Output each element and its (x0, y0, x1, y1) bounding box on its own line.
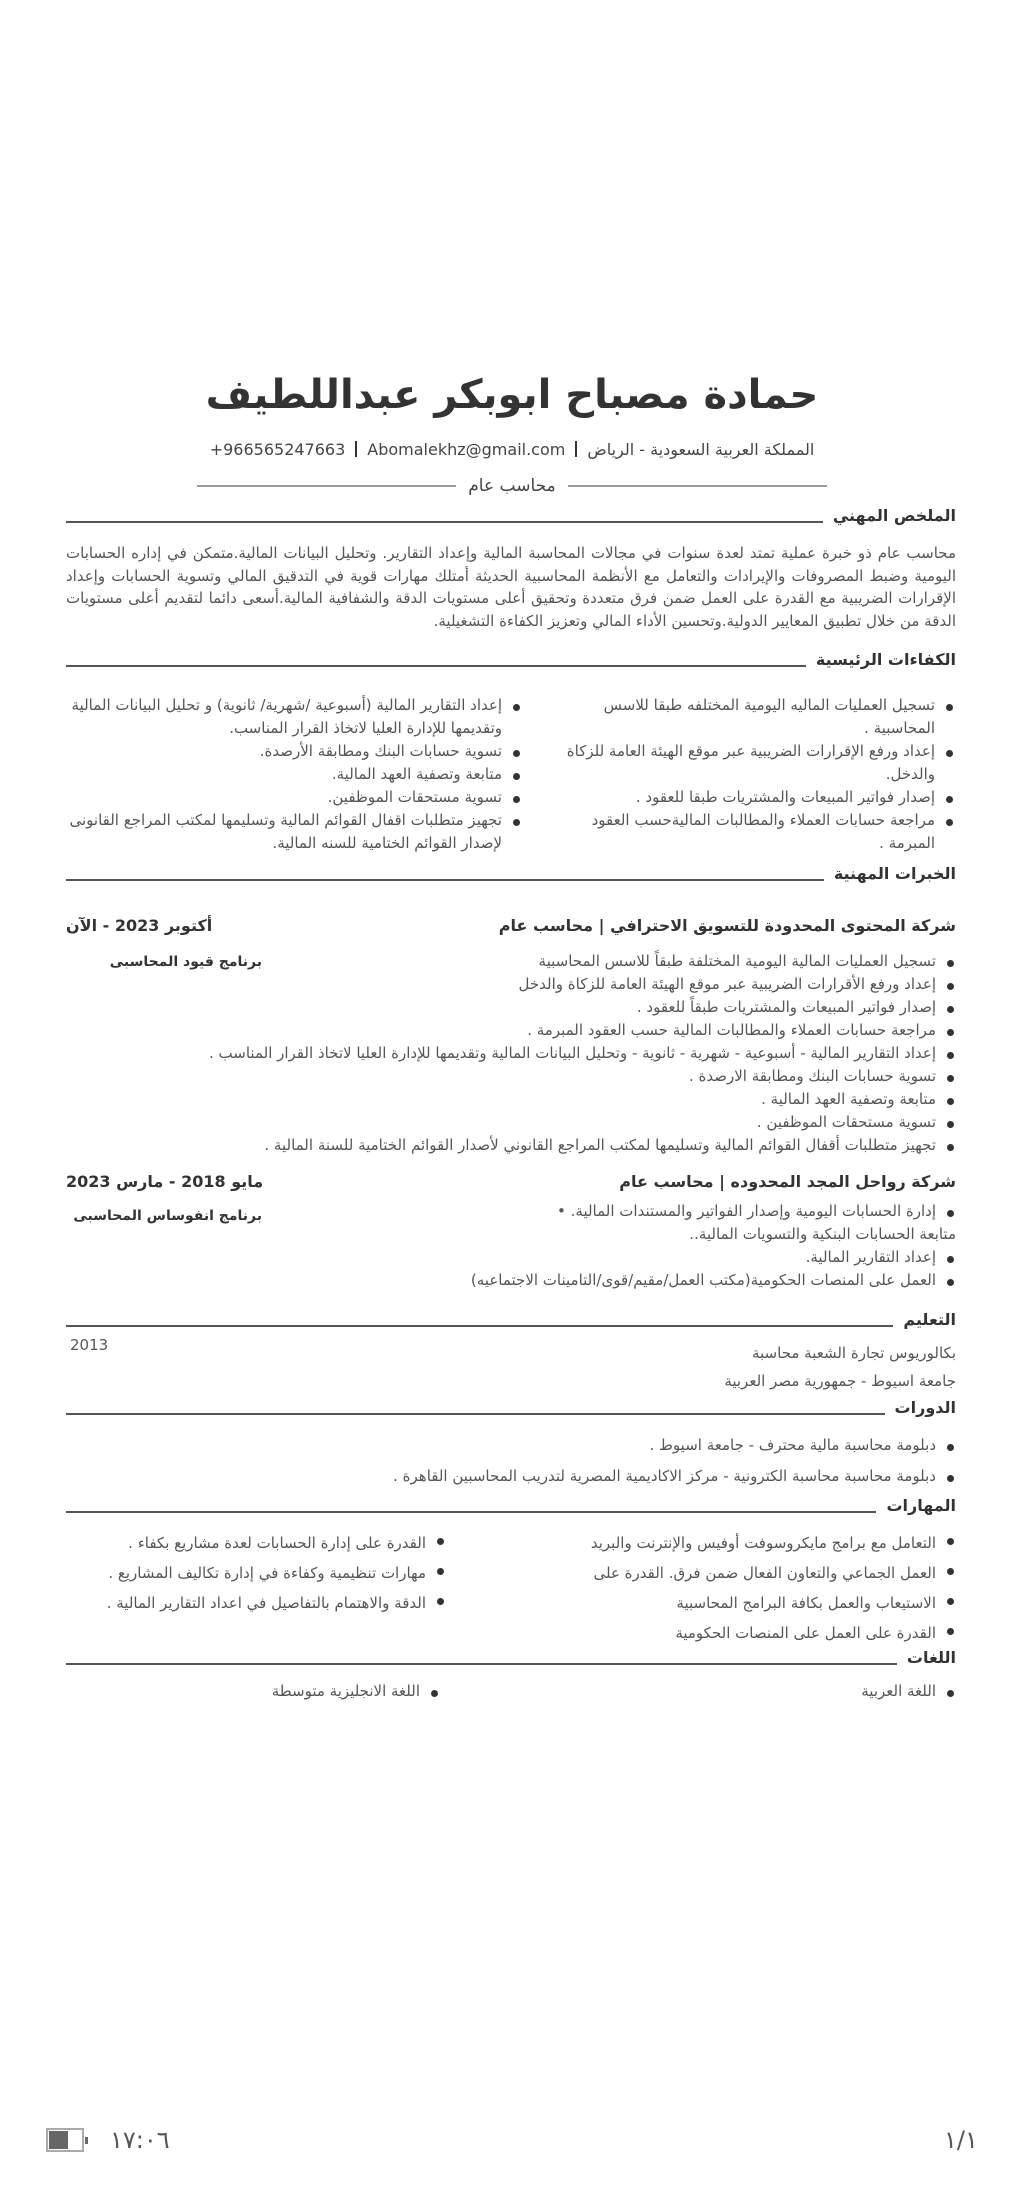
list-item: دبلومة محاسبة مالية محترف - جامعة اسيوط . (66, 1434, 956, 1457)
list-item: دبلومة محاسبة محاسبة الكترونية - مركز الاكاديمية المصرية لتدريب المحاسبين القاهرة . (66, 1465, 956, 1488)
divider (66, 1413, 885, 1415)
list-item: تسوية حسابات البنك ومطابقة الأرصدة. (56, 740, 522, 763)
list-item: مهارات تنظيمية وكفاءة في إدارة تكاليف المشاريع . (60, 1558, 446, 1588)
list-item: تجهيز متطلبات اقفال القوائم المالية وتسليمها لمكتب المراجع القانونى لإصدار القوائم الختامية للسنه المالية. (56, 809, 522, 855)
list-item: القدرة على العمل على المنصات الحكومية (480, 1618, 956, 1648)
list-item: اللغة الانجليزية متوسطة (200, 1680, 440, 1703)
job-company-title: شركة رواحل المجد المحدوده | محاسب عام (619, 1172, 956, 1191)
languages-list-right (600, 1680, 956, 1703)
job-title: محاسب عام (468, 476, 556, 496)
email-link[interactable]: Abomalekhz@gmail.com (367, 440, 566, 459)
job-bullets (66, 1200, 956, 1292)
job-company-title: شركة المحتوى المحدودة للتسويق الاحترافي | محاسب عام (498, 916, 956, 935)
list-item: القدرة على إدارة الحسابات لعدة مشاريع بكفاء . (60, 1528, 446, 1558)
phone[interactable]: +966565247663 (209, 440, 346, 459)
languages-list-left (200, 1680, 440, 1703)
list-item: اللغة العربية (600, 1680, 956, 1703)
list-item: متابعة الحسابات البنكية والتسويات المالية.. (689, 1225, 956, 1243)
divider (355, 441, 357, 457)
job-header (66, 916, 956, 935)
job-dates: مايو 2018 - مارس 2023 (66, 1172, 264, 1191)
list-item: إعداد التقارير المالية. (66, 1246, 956, 1269)
divider (66, 665, 806, 667)
list-item: الاستيعاب والعمل بكافة البرامج المحاسبية (480, 1588, 956, 1618)
skills-left-list (60, 1528, 446, 1618)
list-item: تسجيل العمليات المالية اليومية المختلفة طبقاً للاسس المحاسبية (66, 950, 956, 973)
divider (568, 485, 827, 487)
divider (66, 1325, 893, 1327)
job-header (66, 1172, 956, 1191)
list-item: تسوية مستحقات الموظفين. (56, 786, 522, 809)
competencies-right-list (560, 694, 955, 855)
battery-icon (46, 2128, 84, 2152)
section-heading: المهارات (886, 1496, 956, 1515)
list-item: العمل على المنصات الحكومية(مكتب العمل/مقيم/قوى/التامينات الاجتماعيه) (66, 1269, 956, 1292)
courses-list (66, 1434, 956, 1488)
skills-heading-row (66, 1496, 956, 1515)
list-item: مراجعة حسابات العملاء والمطالبات الماليةحسب العقود المبرمة . (560, 809, 955, 855)
list-item: إعداد ورفع الإقرارات الضريبية عبر موقع الهيئة العامة للزكاة والدخل. (560, 740, 955, 786)
section-heading: الخبرات المهنية (833, 864, 956, 883)
section-heading: التعليم (903, 1310, 956, 1329)
list-item: مراجعة حسابات العملاء والمطالبات المالية حسب العقود المبرمة . (66, 1019, 956, 1042)
list-item: تسوية مستحقات الموظفين . (66, 1111, 956, 1134)
divider (66, 1663, 897, 1665)
page-indicator: ١/١ (944, 2126, 978, 2154)
contact-line (0, 440, 1024, 459)
job-title-row (197, 476, 827, 496)
list-item: إعداد التقارير المالية (أسبوعية /شهرية/ ثانوية) و تحليل البيانات المالية وتقديمها للإدارة العليا لاتخاذ القرار المناسب. (56, 694, 522, 740)
list-item: إدارة الحسابات اليومية وإصدار الفواتير والمستندات المالية. • (66, 1200, 956, 1223)
list-item: إصدار فواتير المبيعات والمشتريات طبقا للعقود . (560, 786, 955, 809)
list-item: متابعة وتصفية العهد المالية . (66, 1088, 956, 1111)
divider (66, 1511, 876, 1513)
section-heading: الدورات (894, 1398, 956, 1417)
list-item: تجهيز متطلبات أقفال القوائم المالية وتسليمها لمكتب المراجع القانوني لأصدار القوائم الختامية للسنة المالية . (66, 1134, 956, 1157)
divider (575, 441, 577, 457)
list-item: إعداد التقارير المالية - أسبوعية - شهرية - ثانوية - وتحليل البيانات المالية وتقديمها للإدارة العليا لاتخاذ القرار المناسب . (66, 1042, 956, 1065)
courses-heading-row (66, 1398, 956, 1417)
list-item: إعداد ورفع الأقرارات الضريبية عبر موقع الهيئة العامة للزكاة والدخل (66, 973, 956, 996)
divider (66, 879, 824, 881)
education-year: 2013 (70, 1336, 109, 1354)
status-time: ١٧:٠٦ (110, 2126, 170, 2154)
experience-heading-row (66, 864, 956, 883)
job-software: برنامج قيود المحاسبى (109, 954, 262, 970)
divider (66, 521, 823, 523)
section-heading: اللغات (906, 1648, 956, 1667)
list-item: العمل الجماعي والتعاون الفعال ضمن فرق. القدرة على (480, 1558, 956, 1588)
education-degree: بكالوريوس تجارة الشعبة محاسبة (751, 1344, 956, 1362)
list-item: إصدار فواتير المبيعات والمشتريات طبقاً للعقود . (66, 996, 956, 1019)
skills-right-list (480, 1528, 956, 1648)
job-dates: أكتوبر 2023 - الآن (66, 916, 213, 935)
summary-text: محاسب عام ذو خبرة عملية تمتد لعدة سنوات في مجالات المحاسبة المالية وإعداد التقارير. وتحليل البيانات المالية.متمكن في إداره الحسابات اليومية وضبط المصروفات والإيرادات والتعامل مع الأنظمة المحاسبية الحديثة أمتلك مهارات قوية في التدقيق المالي وتسوية الحسابات وإعداد الإقرارات الضريبية مع القدرة على العمل ضمن فرق متعددة وتحقيق أعلى مستويات الدقة والشفافية المالية.أسعى دائما لتقديم أعلى مستويات الدقة من خلال تطبيق المعايير الدولية.وتحسين الأداء المالي وتعزيز الكفاءة التشغيلية. (66, 544, 956, 630)
list-item: الدقة والاهتمام بالتفاصيل في اعداد التقارير المالية . (60, 1588, 446, 1618)
education-university: جامعة اسيوط - جمهورية مصر العربية (724, 1372, 956, 1390)
job-software: برنامج انفوساس المحاسبى (73, 1208, 262, 1224)
battery-tip (85, 2137, 88, 2144)
battery-fill (49, 2131, 68, 2149)
competencies-heading-row (66, 650, 956, 669)
list-item: تسوية حسابات البنك ومطابقة الارصدة . (66, 1065, 956, 1088)
section-heading: الملخص المهني (832, 506, 956, 525)
list-item: تسجيل العمليات الماليه اليومية المختلفه طبقا للاسس المحاسبية . (560, 694, 955, 740)
candidate-name: حمادة مصباح ابوبكر عبداللطيف (205, 372, 819, 418)
list-item: متابعة وتصفية العهد المالية. (56, 763, 522, 786)
location: المملكة العربية السعودية - الرياض (587, 440, 815, 459)
summary-heading-row (66, 506, 956, 525)
education-heading-row (66, 1310, 956, 1329)
list-item: التعامل مع برامج مايكروسوفت أوفيس والإنترنت والبريد (480, 1528, 956, 1558)
job-bullets (66, 950, 956, 1157)
section-heading: الكفاءات الرئيسية (815, 650, 956, 669)
languages-heading-row (66, 1648, 956, 1667)
competencies-left-list (56, 694, 522, 855)
divider (197, 485, 456, 487)
